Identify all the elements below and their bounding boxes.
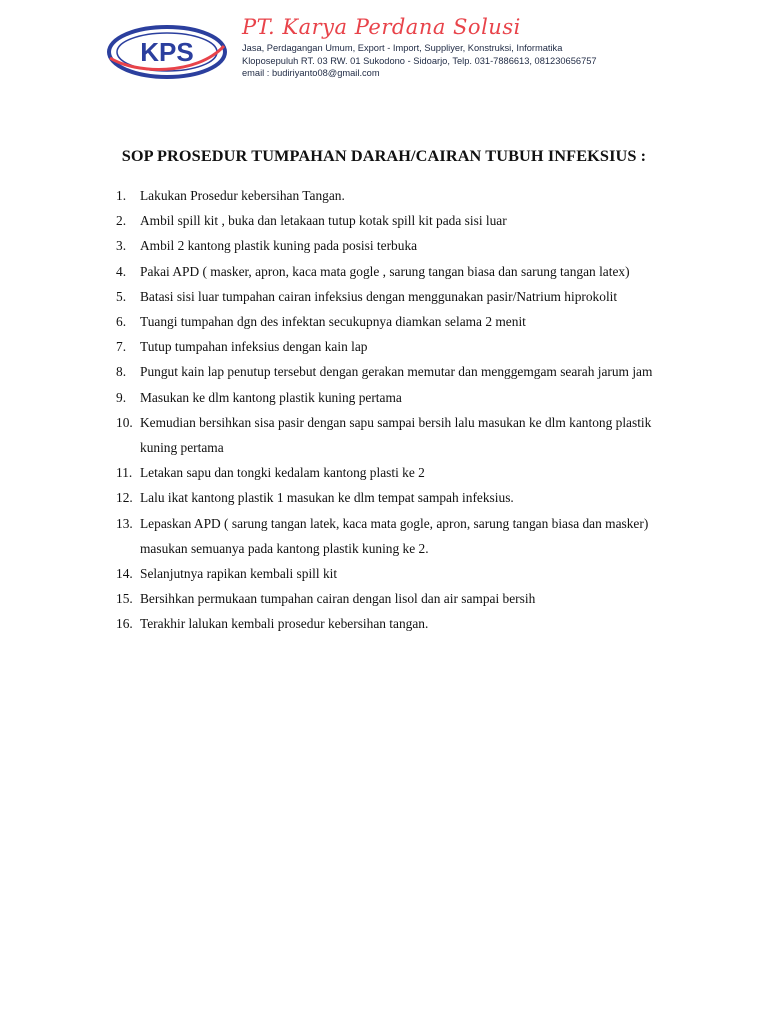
step-number: 8. bbox=[116, 364, 127, 380]
step-text: Lalu ikat kantong plastik 1 masukan ke dlm tempat sampah infeksius. bbox=[140, 490, 514, 506]
step-number: 2. bbox=[116, 213, 127, 229]
procedure-step bbox=[116, 611, 686, 636]
step-text: Ambil spill kit , buka dan letakaan tutup kotak spill kit pada sisi luar bbox=[140, 213, 507, 229]
step-number: 9. bbox=[116, 389, 127, 405]
step-number: 14. bbox=[116, 566, 133, 582]
procedure-step bbox=[116, 485, 686, 510]
procedure-step bbox=[116, 460, 686, 485]
step-text: Tutup tumpahan infeksius dengan kain lap bbox=[140, 339, 368, 355]
step-number: 5. bbox=[116, 288, 127, 304]
company-email: email : budiriyanto08@gmail.com bbox=[242, 68, 380, 78]
procedure-step bbox=[116, 208, 686, 233]
procedure-step bbox=[116, 511, 686, 561]
step-text: Lepaskan APD ( sarung tangan latek, kaca mata gogle, apron, sarung tangan biasa dan masker) masukan semuanya pada kantong plastik kuning ke 2. bbox=[140, 515, 649, 556]
letterhead bbox=[100, 10, 660, 90]
procedure-step bbox=[116, 259, 686, 284]
procedure-step bbox=[116, 183, 686, 208]
document-title: SOP PROSEDUR TUMPAHAN DARAH/CAIRAN TUBUH INFEKSIUS : bbox=[121, 146, 647, 165]
procedure-step bbox=[116, 284, 686, 309]
procedure-step bbox=[116, 309, 686, 334]
procedure-step bbox=[116, 359, 686, 384]
step-text: Kemudian bersihkan sisa pasir dengan sapu sampai bersih lalu masukan ke dlm kantong plastik kuning pertama bbox=[140, 414, 652, 456]
step-number: 11. bbox=[116, 465, 133, 481]
company-name: PT. Karya Perdana Solusi bbox=[242, 15, 521, 39]
step-text: Masukan ke dlm kantong plastik kuning pertama bbox=[140, 389, 402, 405]
step-text: Lakukan Prosedur kebersihan Tangan. bbox=[140, 188, 345, 203]
company-business-line: Jasa, Perdagangan Umum, Export - Import, Suppliyer, Konstruksi, Informatika bbox=[242, 43, 563, 53]
procedure-steps-list bbox=[116, 183, 686, 637]
step-number: 16. bbox=[116, 616, 133, 632]
logo-text: KPS bbox=[140, 37, 194, 67]
step-text: Batasi sisi luar tumpahan cairan infeksius dengan menggunakan pasir/Natrium hiprokolit bbox=[140, 288, 618, 304]
step-number: 12. bbox=[116, 490, 133, 506]
company-logo bbox=[106, 24, 228, 80]
step-text: Ambil 2 kantong plastik kuning pada posisi terbuka bbox=[140, 238, 418, 254]
procedure-step bbox=[116, 561, 686, 586]
step-number: 10. bbox=[116, 414, 133, 430]
procedure-step bbox=[116, 410, 686, 460]
step-text: Bersihkan permukaan tumpahan cairan dengan lisol dan air sampai bersih bbox=[140, 591, 536, 607]
step-number: 7. bbox=[116, 339, 127, 355]
kps-logo-icon bbox=[106, 24, 228, 80]
step-number: 4. bbox=[116, 263, 127, 279]
step-text: Selanjutnya rapikan kembali spill kit bbox=[140, 566, 338, 582]
step-text: Terakhir lalukan kembali prosedur kebersihan tangan. bbox=[140, 616, 429, 632]
procedure-step bbox=[116, 385, 686, 410]
step-text: Letakan sapu dan tongki kedalam kantong plasti ke 2 bbox=[140, 465, 425, 481]
step-number: 13. bbox=[116, 515, 133, 531]
step-number: 1. bbox=[116, 188, 127, 203]
step-number: 3. bbox=[116, 238, 127, 254]
procedure-step bbox=[116, 334, 686, 359]
step-text: Pakai APD ( masker, apron, kaca mata gogle , sarung tangan biasa dan sarung tangan latex) bbox=[140, 263, 630, 279]
step-text: Tuangi tumpahan dgn des infektan secukupnya diamkan selama 2 menit bbox=[140, 314, 526, 330]
company-address: Kloposepuluh RT. 03 RW. 01 Sukodono - Sidoarjo, Telp. 031-7886613, 081230656757 bbox=[242, 55, 597, 66]
company-info bbox=[242, 10, 672, 80]
step-number: 6. bbox=[116, 314, 127, 330]
step-text: Pungut kain lap penutup tersebut dengan gerakan memutar dan menggemgam searah jarum jam bbox=[140, 364, 653, 380]
procedure-step bbox=[116, 586, 686, 611]
step-number: 15. bbox=[116, 591, 133, 607]
procedure-step bbox=[116, 233, 686, 258]
